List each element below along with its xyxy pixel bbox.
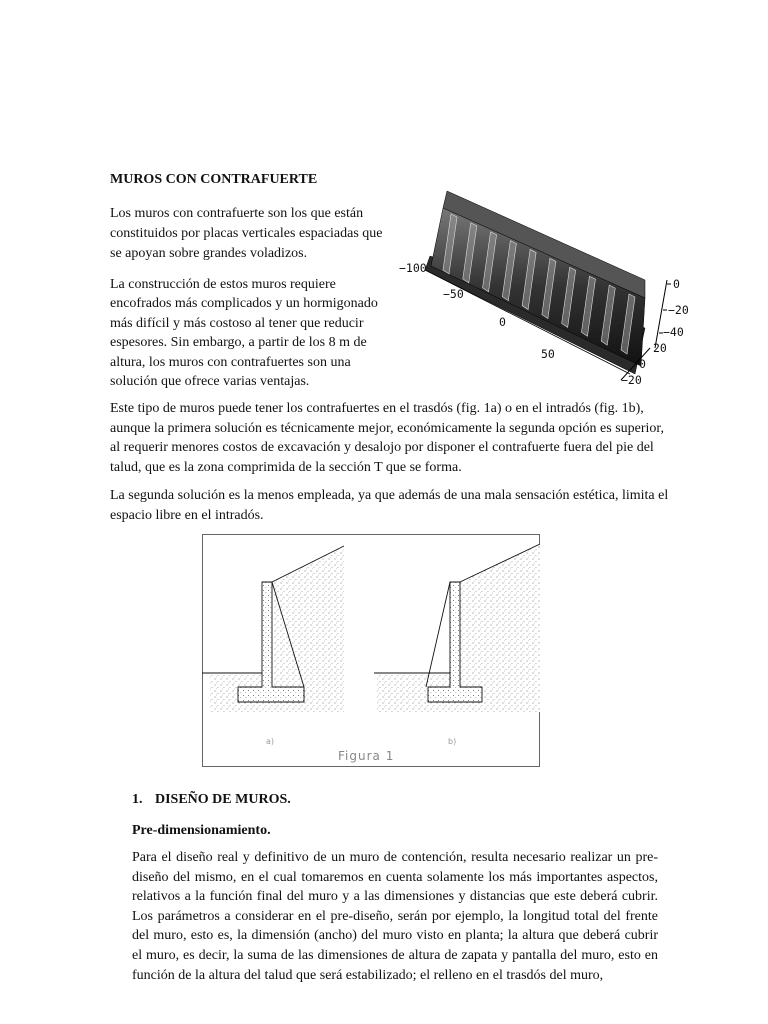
x-tick-2: 0 — [499, 315, 506, 329]
figure-label-a: a) — [266, 737, 275, 746]
page-heading: MUROS CON CONTRAFUERTE — [110, 172, 318, 187]
z-tick-2: −40 — [663, 325, 684, 339]
z-tick-0: 0 — [673, 277, 680, 291]
x-tick-1: −50 — [443, 287, 464, 301]
section-title: DISEÑO DE MUROS. — [155, 792, 291, 807]
intro-paragraph: Los muros con contrafuerte son los que están constituidos por placas verticales espaciadas que se apoyan sobre grandes voladizos. — [110, 206, 383, 261]
figure-caption: Figura 1 — [338, 749, 395, 763]
x-tick-3: 50 — [541, 347, 555, 361]
design-paragraph: Para el diseño real y definitivo de un muro de contención, resulta necesario realizar un pre-diseño del mismo, en el cual tomaremos en cuenta solamente los más importantes aspectos, relativos a la función final del muro y a las dimensiones y distancias que este deberá cubrir. Los parámetros a considerar en el pre-diseño, serán por ejemplo, la longitud total del frente del muro, esto es, la dimensión (ancho) del muro visto en planta; la altura que deberá cubrir el muro, es decir, la suma de las dimensiones de altura de zapata y pantalla del muro, esto en función de la altura del talud que será estabilizado; el relleno en el trasdós del muro, — [132, 850, 658, 983]
figure-1 — [202, 534, 540, 767]
section-heading — [132, 792, 291, 808]
types-paragraph: Este tipo de muros puede tener los contrafuertes en el trasdós (fig. 1a) o en el intradós (fig. 1b), aunque la primera solución es técnicamente mejor, económicamente la segunda opción es superior, al requerir menores costos de excavación y desalojo por disponer el contrafuerte fuera del pie del talud, que es la zona comprimida de la sección T que se forma. — [110, 401, 665, 475]
z-tick-1: −20 — [668, 303, 689, 317]
figure-label-b: b) — [448, 737, 457, 746]
subsection-heading: Pre-dimensionamiento. — [132, 823, 271, 838]
y-tick-0: 20 — [653, 341, 667, 355]
wall-3d-plot — [395, 188, 695, 388]
section-number: 1. — [132, 792, 143, 807]
y-tick-1: 0 — [639, 357, 646, 371]
y-tick-2: −20 — [621, 373, 642, 387]
construction-paragraph: La construcción de estos muros requiere encofrados más complicados y un hormigonado más difícil y más costoso al tener que reducir espesores. Sin embargo, a partir de los 8 m de altura, los muros con contrafuertes son una solución que ofrece varias ventajas. — [110, 277, 378, 390]
second-solution-paragraph: La segunda solución es la menos empleada, ya que además de una mala sensación estética, limita el espacio libre en el intradós. — [110, 488, 669, 523]
x-tick-0: −100 — [399, 261, 427, 275]
